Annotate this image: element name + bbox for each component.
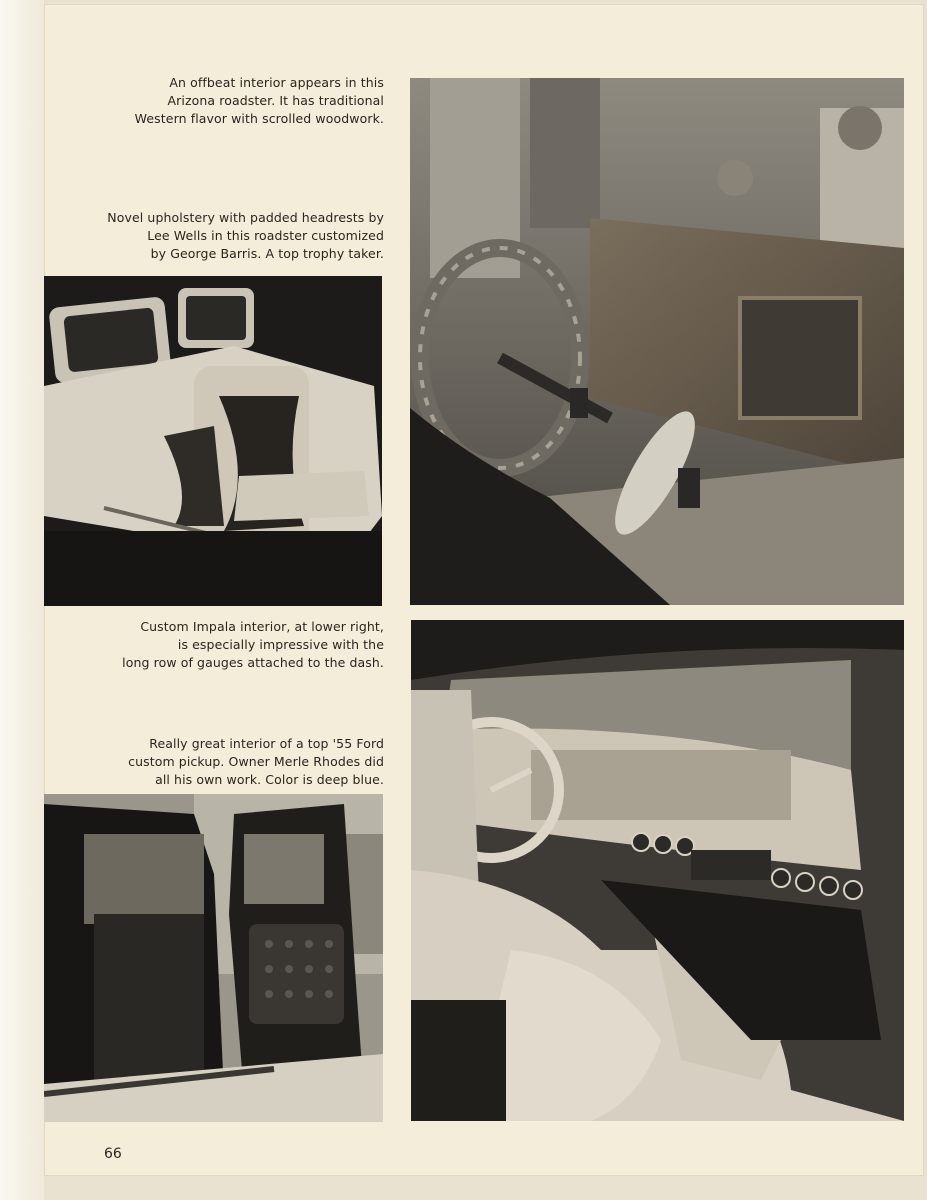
photo-ford-pickup-image: [44, 794, 383, 1122]
caption-line: by George Barris. A top trophy taker.: [150, 246, 384, 261]
caption-line: Novel upholstery with padded headrests by: [107, 210, 384, 225]
caption-line: Custom Impala interior, at lower right,: [140, 619, 384, 634]
caption-line: Lee Wells in this roadster customized: [147, 228, 384, 243]
photo-ford-pickup: [44, 794, 383, 1122]
photo-arizona-roadster-image: [410, 78, 904, 605]
photo-lee-wells-seats-image: [44, 276, 382, 606]
caption-line: An offbeat interior appears in this: [169, 75, 384, 90]
photo-impala-interior-image: [411, 620, 904, 1121]
page-number: 66: [104, 1146, 122, 1162]
caption-impala-interior: [104, 618, 384, 672]
caption-line: long row of gauges attached to the dash.: [122, 655, 384, 670]
caption-lee-wells-roadster: [104, 209, 384, 263]
photo-lee-wells-seats: [44, 276, 382, 606]
photo-impala-interior: [411, 620, 904, 1121]
caption-line: Arizona roadster. It has traditional: [167, 93, 384, 108]
caption-ford-pickup: [104, 735, 384, 789]
caption-line: Western flavor with scrolled woodwork.: [134, 111, 384, 126]
caption-line: Really great interior of a top '55 Ford: [149, 736, 384, 751]
page-margin: [0, 0, 44, 1200]
caption-line: custom pickup. Owner Merle Rhodes did: [128, 754, 384, 769]
photo-arizona-roadster: [410, 78, 904, 605]
caption-arizona-roadster: [134, 74, 384, 128]
caption-line: is especially impressive with the: [177, 637, 384, 652]
caption-line: all his own work. Color is deep blue.: [155, 772, 384, 787]
